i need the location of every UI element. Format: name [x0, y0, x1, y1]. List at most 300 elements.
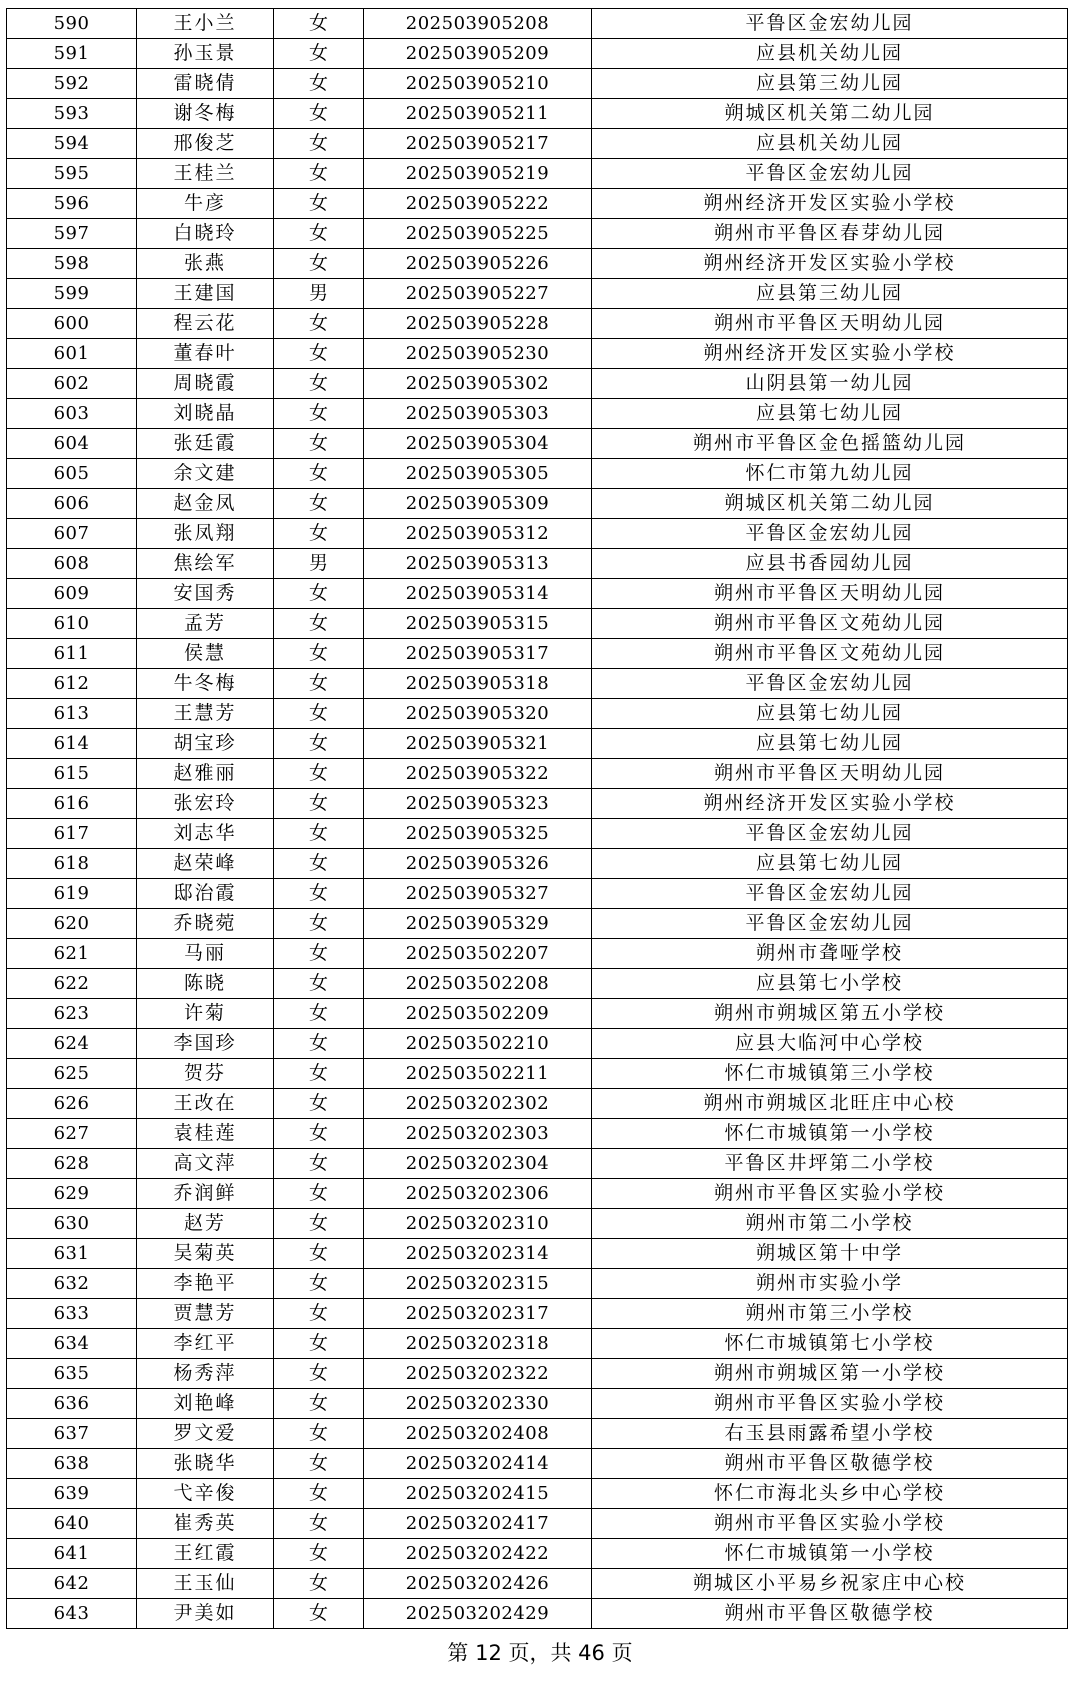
row-number-cell: 593: [7, 99, 137, 129]
name-cell: 刘志华: [137, 819, 274, 849]
exam-id-cell: 202503202304: [364, 1149, 592, 1179]
row-number-cell: 617: [7, 819, 137, 849]
name-cell: 白晓玲: [137, 219, 274, 249]
gender-cell: 男: [274, 279, 364, 309]
school-cell: 朔州市平鲁区文苑幼儿园: [592, 609, 1068, 639]
school-cell: 朔城区第十中学: [592, 1239, 1068, 1269]
table-row: [7, 1029, 1068, 1059]
table-row: [7, 309, 1068, 339]
school-cell: 朔州市平鲁区天明幼儿园: [592, 579, 1068, 609]
gender-cell: 女: [274, 339, 364, 369]
table-row: [7, 279, 1068, 309]
exam-id-cell: 202503905222: [364, 189, 592, 219]
row-number-cell: 629: [7, 1179, 137, 1209]
school-cell: 朔州市第三小学校: [592, 1299, 1068, 1329]
gender-cell: 女: [274, 1239, 364, 1269]
school-cell: 朔州市平鲁区实验小学校: [592, 1179, 1068, 1209]
exam-id-cell: 202503905315: [364, 609, 592, 639]
table-row: [7, 189, 1068, 219]
name-cell: 王玉仙: [137, 1569, 274, 1599]
name-cell: 赵金凤: [137, 489, 274, 519]
exam-id-cell: 202503202318: [364, 1329, 592, 1359]
school-cell: 应县机关幼儿园: [592, 39, 1068, 69]
table-row: [7, 1179, 1068, 1209]
table-row: [7, 939, 1068, 969]
gender-cell: 女: [274, 819, 364, 849]
school-cell: 朔州市朔城区北旺庄中心校: [592, 1089, 1068, 1119]
school-cell: 朔州市平鲁区敬德学校: [592, 1599, 1068, 1629]
gender-cell: 女: [274, 219, 364, 249]
table-row: [7, 399, 1068, 429]
name-cell: 李红平: [137, 1329, 274, 1359]
table-row: [7, 429, 1068, 459]
row-number-cell: 642: [7, 1569, 137, 1599]
name-cell: 王建国: [137, 279, 274, 309]
school-cell: 应县第七幼儿园: [592, 399, 1068, 429]
school-cell: 朔州市实验小学: [592, 1269, 1068, 1299]
exam-id-cell: 202503502211: [364, 1059, 592, 1089]
name-cell: 陈晓: [137, 969, 274, 999]
name-cell: 牛冬梅: [137, 669, 274, 699]
row-number-cell: 599: [7, 279, 137, 309]
gender-cell: 女: [274, 399, 364, 429]
exam-id-cell: 202503202310: [364, 1209, 592, 1239]
gender-cell: 女: [274, 729, 364, 759]
exam-id-cell: 202503202414: [364, 1449, 592, 1479]
gender-cell: 女: [274, 1389, 364, 1419]
name-cell: 罗文爱: [137, 1419, 274, 1449]
gender-cell: 女: [274, 1299, 364, 1329]
exam-id-cell: 202503202422: [364, 1539, 592, 1569]
gender-cell: 女: [274, 1509, 364, 1539]
gender-cell: 女: [274, 1479, 364, 1509]
row-number-cell: 634: [7, 1329, 137, 1359]
name-cell: 胡宝珍: [137, 729, 274, 759]
name-cell: 张凤翔: [137, 519, 274, 549]
table-row: [7, 579, 1068, 609]
table-row: [7, 1569, 1068, 1599]
row-number-cell: 600: [7, 309, 137, 339]
name-cell: 邢俊芝: [137, 129, 274, 159]
school-cell: 怀仁市城镇第三小学校: [592, 1059, 1068, 1089]
exam-id-cell: 202503202322: [364, 1359, 592, 1389]
table-row: [7, 1299, 1068, 1329]
school-cell: 朔州市平鲁区敬德学校: [592, 1449, 1068, 1479]
roster-sheet: [6, 8, 1068, 1629]
row-number-cell: 591: [7, 39, 137, 69]
row-number-cell: 627: [7, 1119, 137, 1149]
exam-id-cell: 202503202303: [364, 1119, 592, 1149]
school-cell: 右玉县雨露希望小学校: [592, 1419, 1068, 1449]
name-cell: 崔秀英: [137, 1509, 274, 1539]
gender-cell: 女: [274, 309, 364, 339]
exam-id-cell: 202503502207: [364, 939, 592, 969]
gender-cell: 女: [274, 1059, 364, 1089]
name-cell: 余文建: [137, 459, 274, 489]
exam-id-cell: 202503905327: [364, 879, 592, 909]
exam-id-cell: 202503905217: [364, 129, 592, 159]
gender-cell: 女: [274, 189, 364, 219]
table-row: [7, 369, 1068, 399]
table-row: [7, 1209, 1068, 1239]
school-cell: 朔城区小平易乡祝家庄中心校: [592, 1569, 1068, 1599]
name-cell: 许菊: [137, 999, 274, 1029]
school-cell: 山阴县第一幼儿园: [592, 369, 1068, 399]
school-cell: 应县大临河中心学校: [592, 1029, 1068, 1059]
exam-id-cell: 202503202408: [364, 1419, 592, 1449]
table-row: [7, 99, 1068, 129]
exam-id-cell: 202503202302: [364, 1089, 592, 1119]
gender-cell: 女: [274, 699, 364, 729]
name-cell: 王桂兰: [137, 159, 274, 189]
name-cell: 杨秀萍: [137, 1359, 274, 1389]
row-number-cell: 620: [7, 909, 137, 939]
exam-id-cell: 202503202426: [364, 1569, 592, 1599]
gender-cell: 女: [274, 849, 364, 879]
table-row: [7, 69, 1068, 99]
table-row: [7, 1599, 1068, 1629]
table-row: [7, 159, 1068, 189]
name-cell: 王小兰: [137, 9, 274, 39]
school-cell: 应县第七幼儿园: [592, 699, 1068, 729]
name-cell: 孟芳: [137, 609, 274, 639]
table-row: [7, 219, 1068, 249]
row-number-cell: 623: [7, 999, 137, 1029]
name-cell: 乔润鲜: [137, 1179, 274, 1209]
table-row: [7, 1239, 1068, 1269]
school-cell: 应县第七幼儿园: [592, 729, 1068, 759]
exam-id-cell: 202503905314: [364, 579, 592, 609]
exam-id-cell: 202503502209: [364, 999, 592, 1029]
school-cell: 应县第三幼儿园: [592, 279, 1068, 309]
row-number-cell: 611: [7, 639, 137, 669]
exam-id-cell: 202503905209: [364, 39, 592, 69]
gender-cell: 女: [274, 909, 364, 939]
table-row: [7, 609, 1068, 639]
gender-cell: 女: [274, 1569, 364, 1599]
row-number-cell: 592: [7, 69, 137, 99]
table-row: [7, 1269, 1068, 1299]
row-number-cell: 595: [7, 159, 137, 189]
row-number-cell: 633: [7, 1299, 137, 1329]
school-cell: 应县机关幼儿园: [592, 129, 1068, 159]
name-cell: 袁桂莲: [137, 1119, 274, 1149]
exam-id-cell: 202503905303: [364, 399, 592, 429]
school-cell: 朔州市朔城区第一小学校: [592, 1359, 1068, 1389]
gender-cell: 女: [274, 519, 364, 549]
row-number-cell: 597: [7, 219, 137, 249]
table-row: [7, 339, 1068, 369]
school-cell: 应县书香园幼儿园: [592, 549, 1068, 579]
table-row: [7, 909, 1068, 939]
exam-id-cell: 202503905320: [364, 699, 592, 729]
row-number-cell: 641: [7, 1539, 137, 1569]
exam-id-cell: 202503905326: [364, 849, 592, 879]
exam-id-cell: 202503905228: [364, 309, 592, 339]
name-cell: 张晓华: [137, 1449, 274, 1479]
exam-id-cell: 202503202330: [364, 1389, 592, 1419]
gender-cell: 女: [274, 489, 364, 519]
row-number-cell: 603: [7, 399, 137, 429]
exam-id-cell: 202503905227: [364, 279, 592, 309]
gender-cell: 女: [274, 939, 364, 969]
table-row: [7, 1359, 1068, 1389]
name-cell: 周晓霞: [137, 369, 274, 399]
name-cell: 刘晓晶: [137, 399, 274, 429]
name-cell: 赵雅丽: [137, 759, 274, 789]
table-row: [7, 699, 1068, 729]
gender-cell: 女: [274, 609, 364, 639]
exam-id-cell: 202503202415: [364, 1479, 592, 1509]
gender-cell: 女: [274, 39, 364, 69]
name-cell: 张廷霞: [137, 429, 274, 459]
exam-id-cell: 202503905210: [364, 69, 592, 99]
gender-cell: 女: [274, 159, 364, 189]
name-cell: 刘艳峰: [137, 1389, 274, 1419]
table-row: [7, 1509, 1068, 1539]
table-row: [7, 1329, 1068, 1359]
gender-cell: 女: [274, 69, 364, 99]
row-number-cell: 625: [7, 1059, 137, 1089]
name-cell: 赵荣峰: [137, 849, 274, 879]
row-number-cell: 636: [7, 1389, 137, 1419]
exam-id-cell: 202503905322: [364, 759, 592, 789]
roster-table-body: [7, 9, 1068, 1629]
gender-cell: 女: [274, 1269, 364, 1299]
school-cell: 朔州经济开发区实验小学校: [592, 189, 1068, 219]
school-cell: 平鲁区井坪第二小学校: [592, 1149, 1068, 1179]
exam-id-cell: 202503905318: [364, 669, 592, 699]
school-cell: 朔州市平鲁区实验小学校: [592, 1389, 1068, 1419]
name-cell: 贺芬: [137, 1059, 274, 1089]
school-cell: 平鲁区金宏幼儿园: [592, 9, 1068, 39]
name-cell: 高文萍: [137, 1149, 274, 1179]
row-number-cell: 607: [7, 519, 137, 549]
exam-id-cell: 202503905208: [364, 9, 592, 39]
gender-cell: 女: [274, 1449, 364, 1479]
name-cell: 焦绘军: [137, 549, 274, 579]
name-cell: 吴菊英: [137, 1239, 274, 1269]
table-row: [7, 999, 1068, 1029]
name-cell: 雷晓倩: [137, 69, 274, 99]
gender-cell: 女: [274, 99, 364, 129]
exam-id-cell: 202503905219: [364, 159, 592, 189]
school-cell: 平鲁区金宏幼儿园: [592, 879, 1068, 909]
exam-id-cell: 202503202306: [364, 1179, 592, 1209]
school-cell: 朔州市第二小学校: [592, 1209, 1068, 1239]
name-cell: 乔晓菀: [137, 909, 274, 939]
school-cell: 朔州经济开发区实验小学校: [592, 339, 1068, 369]
gender-cell: 女: [274, 999, 364, 1029]
gender-cell: 女: [274, 579, 364, 609]
name-cell: 孙玉景: [137, 39, 274, 69]
exam-id-cell: 202503905305: [364, 459, 592, 489]
row-number-cell: 621: [7, 939, 137, 969]
table-row: [7, 39, 1068, 69]
row-number-cell: 619: [7, 879, 137, 909]
table-row: [7, 969, 1068, 999]
table-row: [7, 639, 1068, 669]
table-row: [7, 1059, 1068, 1089]
row-number-cell: 618: [7, 849, 137, 879]
row-number-cell: 631: [7, 1239, 137, 1269]
school-cell: 朔州市平鲁区实验小学校: [592, 1509, 1068, 1539]
row-number-cell: 606: [7, 489, 137, 519]
school-cell: 朔州市平鲁区天明幼儿园: [592, 759, 1068, 789]
row-number-cell: 610: [7, 609, 137, 639]
gender-cell: 男: [274, 549, 364, 579]
table-row: [7, 1539, 1068, 1569]
exam-id-cell: 202503905323: [364, 789, 592, 819]
exam-id-cell: 202503202317: [364, 1299, 592, 1329]
school-cell: 朔州经济开发区实验小学校: [592, 249, 1068, 279]
gender-cell: 女: [274, 1539, 364, 1569]
row-number-cell: 614: [7, 729, 137, 759]
school-cell: 平鲁区金宏幼儿园: [592, 519, 1068, 549]
name-cell: 张燕: [137, 249, 274, 279]
row-number-cell: 639: [7, 1479, 137, 1509]
table-row: [7, 1119, 1068, 1149]
row-number-cell: 615: [7, 759, 137, 789]
exam-id-cell: 202503905302: [364, 369, 592, 399]
table-row: [7, 249, 1068, 279]
exam-id-cell: 202503905325: [364, 819, 592, 849]
school-cell: 平鲁区金宏幼儿园: [592, 909, 1068, 939]
gender-cell: 女: [274, 639, 364, 669]
exam-id-cell: 202503905317: [364, 639, 592, 669]
exam-id-cell: 202503202314: [364, 1239, 592, 1269]
gender-cell: 女: [274, 1089, 364, 1119]
school-cell: 朔州市平鲁区春芽幼儿园: [592, 219, 1068, 249]
gender-cell: 女: [274, 1149, 364, 1179]
row-number-cell: 612: [7, 669, 137, 699]
gender-cell: 女: [274, 1029, 364, 1059]
school-cell: 怀仁市第九幼儿园: [592, 459, 1068, 489]
gender-cell: 女: [274, 789, 364, 819]
row-number-cell: 590: [7, 9, 137, 39]
gender-cell: 女: [274, 759, 364, 789]
table-row: [7, 759, 1068, 789]
gender-cell: 女: [274, 1179, 364, 1209]
exam-id-cell: 202503905329: [364, 909, 592, 939]
school-cell: 应县第三幼儿园: [592, 69, 1068, 99]
school-cell: 应县第七幼儿园: [592, 849, 1068, 879]
school-cell: 应县第七小学校: [592, 969, 1068, 999]
exam-id-cell: 202503905309: [364, 489, 592, 519]
row-number-cell: 643: [7, 1599, 137, 1629]
exam-id-cell: 202503502208: [364, 969, 592, 999]
gender-cell: 女: [274, 669, 364, 699]
school-cell: 朔州市平鲁区天明幼儿园: [592, 309, 1068, 339]
table-row: [7, 129, 1068, 159]
row-number-cell: 608: [7, 549, 137, 579]
exam-id-cell: 202503905225: [364, 219, 592, 249]
gender-cell: 女: [274, 1359, 364, 1389]
table-row: [7, 1449, 1068, 1479]
name-cell: 侯慧: [137, 639, 274, 669]
name-cell: 赵芳: [137, 1209, 274, 1239]
school-cell: 朔州市平鲁区金色摇篮幼儿园: [592, 429, 1068, 459]
school-cell: 朔城区机关第二幼儿园: [592, 489, 1068, 519]
row-number-cell: 638: [7, 1449, 137, 1479]
exam-id-cell: 202503905321: [364, 729, 592, 759]
school-cell: 怀仁市海北头乡中心学校: [592, 1479, 1068, 1509]
name-cell: 程云花: [137, 309, 274, 339]
school-cell: 平鲁区金宏幼儿园: [592, 669, 1068, 699]
row-number-cell: 616: [7, 789, 137, 819]
exam-id-cell: 202503905313: [364, 549, 592, 579]
table-row: [7, 1089, 1068, 1119]
table-row: [7, 879, 1068, 909]
table-row: [7, 519, 1068, 549]
table-row: [7, 789, 1068, 819]
exam-id-cell: 202503905230: [364, 339, 592, 369]
name-cell: 尹美如: [137, 1599, 274, 1629]
row-number-cell: 609: [7, 579, 137, 609]
name-cell: 马丽: [137, 939, 274, 969]
gender-cell: 女: [274, 1419, 364, 1449]
name-cell: 李艳平: [137, 1269, 274, 1299]
row-number-cell: 594: [7, 129, 137, 159]
school-cell: 平鲁区金宏幼儿园: [592, 159, 1068, 189]
exam-id-cell: 202503905226: [364, 249, 592, 279]
table-row: [7, 1149, 1068, 1179]
name-cell: 邸治霞: [137, 879, 274, 909]
row-number-cell: 602: [7, 369, 137, 399]
exam-id-cell: 202503905304: [364, 429, 592, 459]
table-row: [7, 849, 1068, 879]
table-row: [7, 9, 1068, 39]
school-cell: 朔州市朔城区第五小学校: [592, 999, 1068, 1029]
row-number-cell: 624: [7, 1029, 137, 1059]
row-number-cell: 637: [7, 1419, 137, 1449]
row-number-cell: 604: [7, 429, 137, 459]
gender-cell: 女: [274, 1599, 364, 1629]
row-number-cell: 632: [7, 1269, 137, 1299]
school-cell: 怀仁市城镇第一小学校: [592, 1119, 1068, 1149]
name-cell: 贾慧芳: [137, 1299, 274, 1329]
name-cell: 张宏玲: [137, 789, 274, 819]
table-row: [7, 819, 1068, 849]
gender-cell: 女: [274, 1119, 364, 1149]
exam-id-cell: 202503905312: [364, 519, 592, 549]
row-number-cell: 640: [7, 1509, 137, 1539]
name-cell: 王慧芳: [137, 699, 274, 729]
name-cell: 谢冬梅: [137, 99, 274, 129]
row-number-cell: 605: [7, 459, 137, 489]
row-number-cell: 635: [7, 1359, 137, 1389]
table-row: [7, 729, 1068, 759]
name-cell: 李国珍: [137, 1029, 274, 1059]
page-number: 第 12 页，共 46 页: [447, 1641, 633, 1665]
table-row: [7, 1419, 1068, 1449]
table-row: [7, 489, 1068, 519]
table-row: [7, 459, 1068, 489]
roster-table: [6, 8, 1068, 1629]
gender-cell: 女: [274, 879, 364, 909]
table-row: [7, 1389, 1068, 1419]
gender-cell: 女: [274, 249, 364, 279]
school-cell: 朔州市聋哑学校: [592, 939, 1068, 969]
gender-cell: 女: [274, 1329, 364, 1359]
row-number-cell: 622: [7, 969, 137, 999]
gender-cell: 女: [274, 9, 364, 39]
name-cell: 王红霞: [137, 1539, 274, 1569]
gender-cell: 女: [274, 459, 364, 489]
table-row: [7, 549, 1068, 579]
table-row: [7, 1479, 1068, 1509]
row-number-cell: 626: [7, 1089, 137, 1119]
